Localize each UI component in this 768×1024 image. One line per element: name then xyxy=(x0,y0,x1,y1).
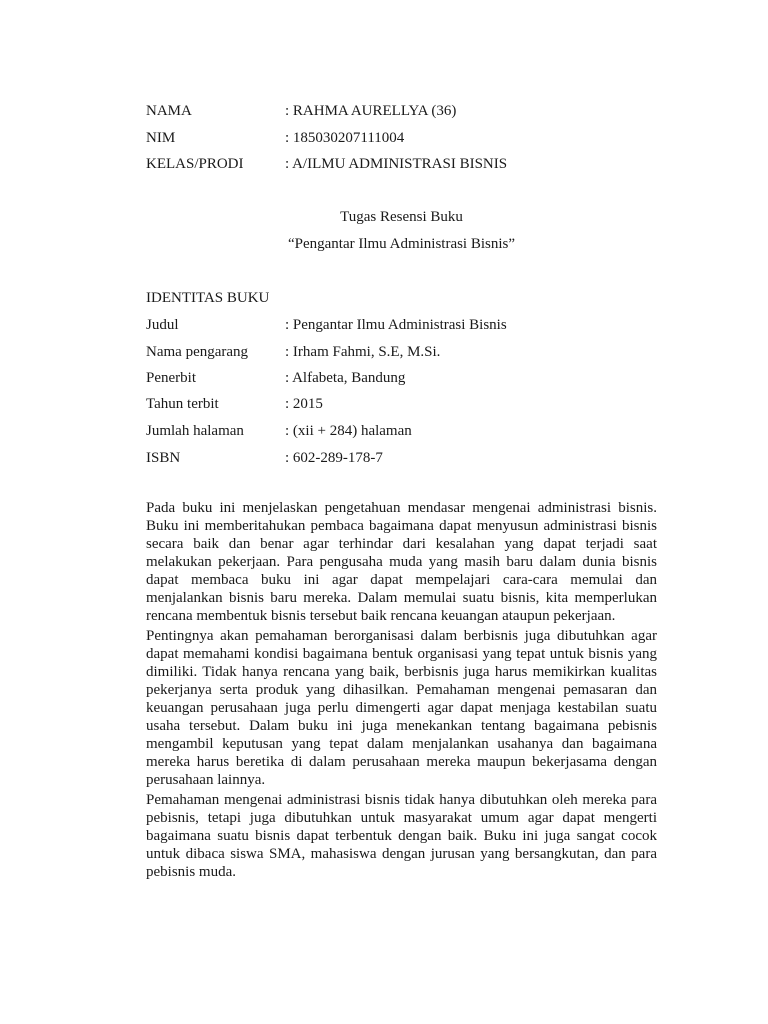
identity-label: Nama pengarang xyxy=(146,344,249,360)
book-title: “Pengantar Ilmu Administrasi Bisnis” xyxy=(287,236,516,252)
student-nim-label: NIM xyxy=(146,130,176,146)
body-paragraph: Pentingnya akan pemahaman berorganisasi dalam berbisnis juga dibutuhkan agar dapat memahami kondisi bagaimana bentuk organisasi yang tepat untuk bisnis yang dimiliki. Tidak hanya rencana yang baik, berbisnis juga harus memikirkan kualitas pekerjanya serta produk yang dihasilkan. Pemahaman mengenai pemasaran dan keuangan perusahaan juga perlu dimengerti agar dapat menjaga kestabilan suatu usaha tersebut. Dalam buku ini juga menekankan tentang bagaimana pebisnis mengambil keputusan yang tepat dalam menjalankan usahanya dan bagaimana mereka harus beretika di dalam perusahaan mereka maupun bekerjasama dengan perusahaan lainnya. xyxy=(146,628,657,788)
identity-row xyxy=(146,368,657,388)
body-paragraph: Pada buku ini menjelaskan pengetahuan mendasar mengenai administrasi bisnis. Buku ini memberitahukan pembaca bagaimana dapat menyusun administrasi bisnis secara baik dan benar agar terhindar dari kesalahan yang dapat terjadi saat melakukan pekerjaan. Para pengusaha muda yang masih baru dalam dunia bisnis dapat membaca buku ini agar dapat mempelajari cara-cara memulai dan menjalankan bisnis baru mereka. Dalam memulai suatu bisnis, kita memperlukan rencana membentuk bisnis tersebut baik rencana keuangan ataupun pekerjaan. xyxy=(146,500,657,624)
identity-label: Judul xyxy=(146,317,179,333)
identity-row xyxy=(146,448,657,468)
student-nim-value: : 185030207111004 xyxy=(285,130,405,146)
identity-value: : (xii + 284) halaman xyxy=(285,423,412,439)
identity-value: : Alfabeta, Bandung xyxy=(285,370,406,386)
identity-value: : Pengantar Ilmu Administrasi Bisnis xyxy=(285,317,507,333)
identity-label: Jumlah halaman xyxy=(146,423,244,439)
student-kelas-label: KELAS/PRODI xyxy=(146,156,244,172)
body-paragraph: Pemahaman mengenai administrasi bisnis tidak hanya dibutuhkan oleh mereka para pebisnis, tetapi juga dibutuhkan untuk masyarakat umum agar dapat mengerti bagaimana suatu bisnis dapat terbentuk dengan baik. Buku ini juga sangat cocok untuk dibaca siswa SMA, mahasiswa dengan jurusan yang bersangkutan, dan para pebisnis muda. xyxy=(146,792,657,880)
identity-label: Penerbit xyxy=(146,370,196,386)
identity-row xyxy=(146,342,657,362)
student-kelas-row xyxy=(146,154,657,174)
identity-label: Tahun terbit xyxy=(146,396,219,412)
student-kelas-value: : A/ILMU ADMINISTRASI BISNIS xyxy=(285,156,508,172)
identity-value: : 2015 xyxy=(285,396,323,412)
identity-value: : Irham Fahmi, S.E, M.Si. xyxy=(285,344,441,360)
identity-row xyxy=(146,421,657,441)
student-name-value: : RAHMA AURELLYA (36) xyxy=(285,103,457,119)
student-nim-row xyxy=(146,128,657,148)
student-name-label: NAMA xyxy=(146,103,192,119)
identity-label: ISBN xyxy=(146,450,181,466)
student-name-row xyxy=(146,101,657,121)
identity-value: : 602-289-178-7 xyxy=(285,450,383,466)
identity-row xyxy=(146,394,657,414)
identity-row xyxy=(146,315,657,335)
identity-heading: IDENTITAS BUKU xyxy=(146,290,270,306)
assignment-title: Tugas Resensi Buku xyxy=(340,209,463,225)
